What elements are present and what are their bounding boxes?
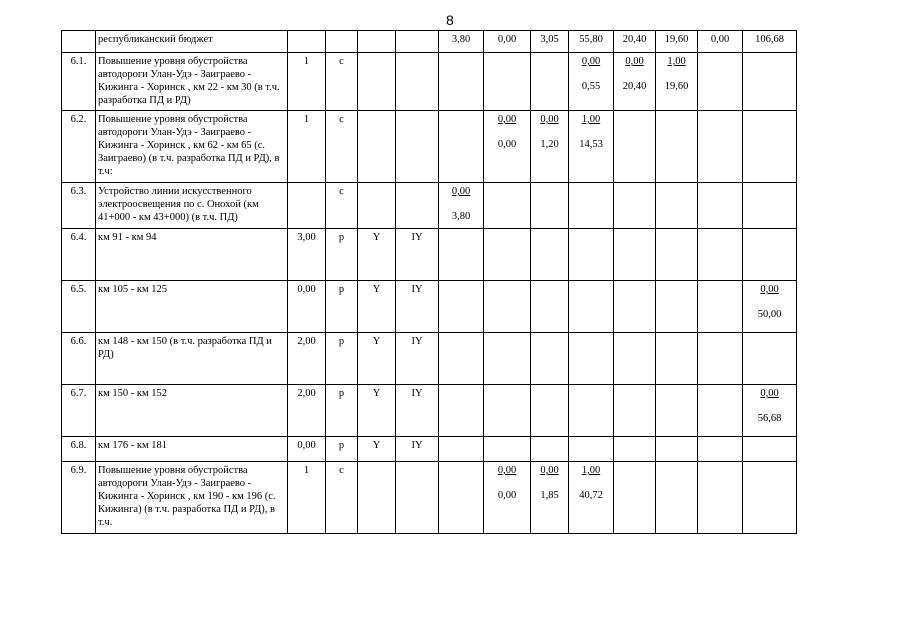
value-cell	[439, 437, 484, 462]
fraction-value	[623, 55, 647, 93]
work-type-cell: р	[326, 229, 358, 281]
value-cell	[698, 53, 743, 111]
object-name-cell: км 176 - км 181	[96, 437, 288, 462]
value-cell: 0,00	[484, 31, 531, 53]
value-cell	[439, 229, 484, 281]
table-row	[62, 31, 797, 53]
work-type-cell: р	[326, 333, 358, 385]
fraction-top: 0,00	[540, 114, 559, 125]
value-cell	[698, 333, 743, 385]
row-number-cell: 6.2.	[62, 111, 96, 183]
value-cell	[531, 437, 569, 462]
category-cell	[358, 462, 396, 534]
work-type-cell: р	[326, 437, 358, 462]
value-cell: 20,40	[614, 31, 656, 53]
value-cell	[743, 53, 797, 111]
fraction-value	[665, 55, 689, 93]
value-cell	[484, 437, 531, 462]
value-cell: 3,80	[439, 31, 484, 53]
row-number-cell: 6.7.	[62, 385, 96, 437]
length-cell: 1	[288, 111, 326, 183]
fraction-bottom: 40,72	[579, 490, 603, 501]
category-cell	[396, 183, 439, 229]
value-cell	[656, 183, 698, 229]
fraction-value	[498, 113, 516, 151]
row-number-cell	[62, 31, 96, 53]
length-cell	[288, 31, 326, 53]
row-number-cell: 6.5.	[62, 281, 96, 333]
value-cell	[698, 183, 743, 229]
fraction-top: 0,00	[625, 56, 644, 67]
row-number-cell: 6.1.	[62, 53, 96, 111]
object-name-cell: Устройство линии искусственного электроосвещения по с. Онохой (км 41+000 - км 43+000) (в т.ч. ПД)	[96, 183, 288, 229]
value-cell	[743, 229, 797, 281]
value-cell	[614, 111, 656, 183]
fraction-top: 1,00	[667, 56, 686, 67]
value-cell	[531, 229, 569, 281]
value-cell	[439, 385, 484, 437]
category-cell: IY	[396, 229, 439, 281]
fraction-top: 1,00	[581, 465, 601, 476]
object-name-cell: км 91 - км 94	[96, 229, 288, 281]
fraction-bottom: 14,53	[579, 139, 603, 150]
value-cell	[614, 333, 656, 385]
row-number-cell: 6.6.	[62, 333, 96, 385]
fraction-bottom: 0,55	[581, 81, 601, 92]
fraction-bottom: 0,00	[497, 139, 517, 150]
value-cell	[743, 111, 797, 183]
length-cell: 3,00	[288, 229, 326, 281]
value-cell	[656, 385, 698, 437]
table-row	[62, 111, 797, 183]
value-cell	[614, 229, 656, 281]
work-type-cell: р	[326, 281, 358, 333]
fraction-top: 0,00	[497, 114, 517, 125]
value-cell	[698, 437, 743, 462]
fraction-bottom: 3,80	[451, 211, 471, 222]
fraction-top: 0,00	[451, 186, 471, 197]
object-name-cell: км 105 - км 125	[96, 281, 288, 333]
value-cell	[531, 385, 569, 437]
value-cell	[439, 111, 484, 183]
value-cell	[569, 385, 614, 437]
value-cell	[439, 281, 484, 333]
category-cell: Y	[358, 385, 396, 437]
fraction-bottom: 19,60	[664, 81, 689, 92]
value-cell	[531, 183, 569, 229]
value-cell	[484, 385, 531, 437]
fraction-value	[540, 464, 558, 502]
value-cell	[743, 333, 797, 385]
value-cell	[743, 281, 797, 333]
value-cell	[569, 111, 614, 183]
value-cell	[614, 462, 656, 534]
value-cell	[656, 437, 698, 462]
value-cell	[743, 437, 797, 462]
work-type-cell: р	[326, 385, 358, 437]
value-cell	[614, 385, 656, 437]
table-row	[62, 437, 797, 462]
value-cell: 0,00	[698, 31, 743, 53]
value-cell	[656, 462, 698, 534]
length-cell: 1	[288, 53, 326, 111]
fraction-value	[498, 464, 516, 502]
value-cell	[614, 53, 656, 111]
work-type-cell: с	[326, 462, 358, 534]
value-cell	[614, 281, 656, 333]
category-cell	[396, 111, 439, 183]
category-cell	[358, 111, 396, 183]
fraction-top: 0,00	[760, 284, 779, 295]
object-name-cell: Повышение уровня обустройства автодороги Улан-Удэ - Заиграево - Кижинга - Хоринск , км 62 - км 65 (с. Заиграево) (в т.ч. разработка ПД и РД), в т.ч:	[96, 111, 288, 183]
fraction-top: 0,00	[497, 465, 517, 476]
value-cell: 106,68	[743, 31, 797, 53]
value-cell: 19,60	[656, 31, 698, 53]
value-cell	[484, 281, 531, 333]
row-number-cell: 6.3.	[62, 183, 96, 229]
length-cell	[288, 183, 326, 229]
fraction-value	[758, 387, 782, 425]
value-cell	[656, 281, 698, 333]
value-cell	[614, 183, 656, 229]
value-cell	[569, 437, 614, 462]
value-cell	[484, 462, 531, 534]
category-cell: IY	[396, 437, 439, 462]
fraction-bottom: 1,20	[540, 139, 559, 150]
value-cell	[743, 183, 797, 229]
value-cell	[569, 462, 614, 534]
program-table	[61, 30, 797, 534]
table-row	[62, 462, 797, 534]
object-name-cell: км 148 - км 150 (в т.ч. разработка ПД и РД)	[96, 333, 288, 385]
value-cell	[698, 111, 743, 183]
value-cell	[531, 462, 569, 534]
value-cell	[698, 229, 743, 281]
object-name-cell: Повышение уровня обустройства автодороги Улан-Удэ - Заиграево - Кижинга - Хоринск , км 22 - км 30 (в т.ч. разработка ПД и РД)	[96, 53, 288, 111]
value-cell	[439, 462, 484, 534]
fraction-top: 1,00	[581, 114, 601, 125]
object-name-cell: Повышение уровня обустройства автодороги Улан-Удэ - Заиграево - Кижинга - Хоринск , км 190 - км 196 (с. Кижинга) (в т.ч. разработка ПД и РД), в т.ч.	[96, 462, 288, 534]
length-cell: 0,00	[288, 281, 326, 333]
value-cell	[439, 53, 484, 111]
value-cell	[439, 183, 484, 229]
category-cell	[396, 462, 439, 534]
length-cell: 0,00	[288, 437, 326, 462]
row-number-cell: 6.9.	[62, 462, 96, 534]
fraction-top: 0,00	[760, 388, 779, 399]
work-type-cell: с	[326, 53, 358, 111]
category-cell	[396, 53, 439, 111]
category-cell	[396, 31, 439, 53]
table-row	[62, 229, 797, 281]
category-cell: IY	[396, 281, 439, 333]
fraction-bottom: 0,00	[497, 490, 517, 501]
value-cell	[531, 111, 569, 183]
value-cell	[656, 229, 698, 281]
value-cell	[484, 229, 531, 281]
fraction-value	[452, 185, 470, 223]
fraction-value	[579, 113, 603, 151]
value-cell	[484, 53, 531, 111]
value-cell	[656, 111, 698, 183]
value-cell	[531, 333, 569, 385]
fraction-value	[582, 55, 600, 93]
table-row	[62, 53, 797, 111]
category-cell: IY	[396, 333, 439, 385]
category-cell: Y	[358, 437, 396, 462]
fraction-bottom: 1,85	[540, 490, 559, 501]
category-cell	[358, 183, 396, 229]
value-cell	[439, 333, 484, 385]
value-cell	[531, 281, 569, 333]
value-cell	[569, 183, 614, 229]
fraction-value	[758, 283, 782, 321]
value-cell	[698, 281, 743, 333]
value-cell	[656, 333, 698, 385]
value-cell	[614, 437, 656, 462]
value-cell	[698, 462, 743, 534]
page-number: 8	[446, 12, 454, 28]
row-number-cell: 6.4.	[62, 229, 96, 281]
object-name-cell: республиканский бюджет	[96, 31, 288, 53]
category-cell: Y	[358, 281, 396, 333]
category-cell: Y	[358, 333, 396, 385]
work-type-cell	[326, 31, 358, 53]
fraction-bottom: 50,00	[757, 309, 782, 320]
value-cell	[484, 333, 531, 385]
length-cell: 2,00	[288, 333, 326, 385]
row-number-cell: 6.8.	[62, 437, 96, 462]
table-row	[62, 183, 797, 229]
value-cell	[698, 385, 743, 437]
fraction-top: 0,00	[540, 465, 559, 476]
value-cell	[569, 333, 614, 385]
table-row	[62, 333, 797, 385]
category-cell	[358, 53, 396, 111]
value-cell: 55,80	[569, 31, 614, 53]
value-cell	[743, 385, 797, 437]
value-cell	[569, 281, 614, 333]
value-cell	[531, 53, 569, 111]
length-cell: 2,00	[288, 385, 326, 437]
value-cell	[484, 183, 531, 229]
work-type-cell: с	[326, 111, 358, 183]
table-row	[62, 385, 797, 437]
category-cell: Y	[358, 229, 396, 281]
category-cell: IY	[396, 385, 439, 437]
fraction-value	[579, 464, 603, 502]
work-type-cell: с	[326, 183, 358, 229]
fraction-bottom: 56,68	[757, 413, 782, 424]
value-cell	[743, 462, 797, 534]
length-cell: 1	[288, 462, 326, 534]
value-cell: 3,05	[531, 31, 569, 53]
table-row	[62, 281, 797, 333]
value-cell	[484, 111, 531, 183]
fraction-value	[540, 113, 558, 151]
value-cell	[569, 229, 614, 281]
object-name-cell: км 150 - км 152	[96, 385, 288, 437]
fraction-top: 0,00	[581, 56, 601, 67]
category-cell	[358, 31, 396, 53]
fraction-bottom: 20,40	[622, 81, 647, 92]
value-cell	[656, 53, 698, 111]
value-cell	[569, 53, 614, 111]
